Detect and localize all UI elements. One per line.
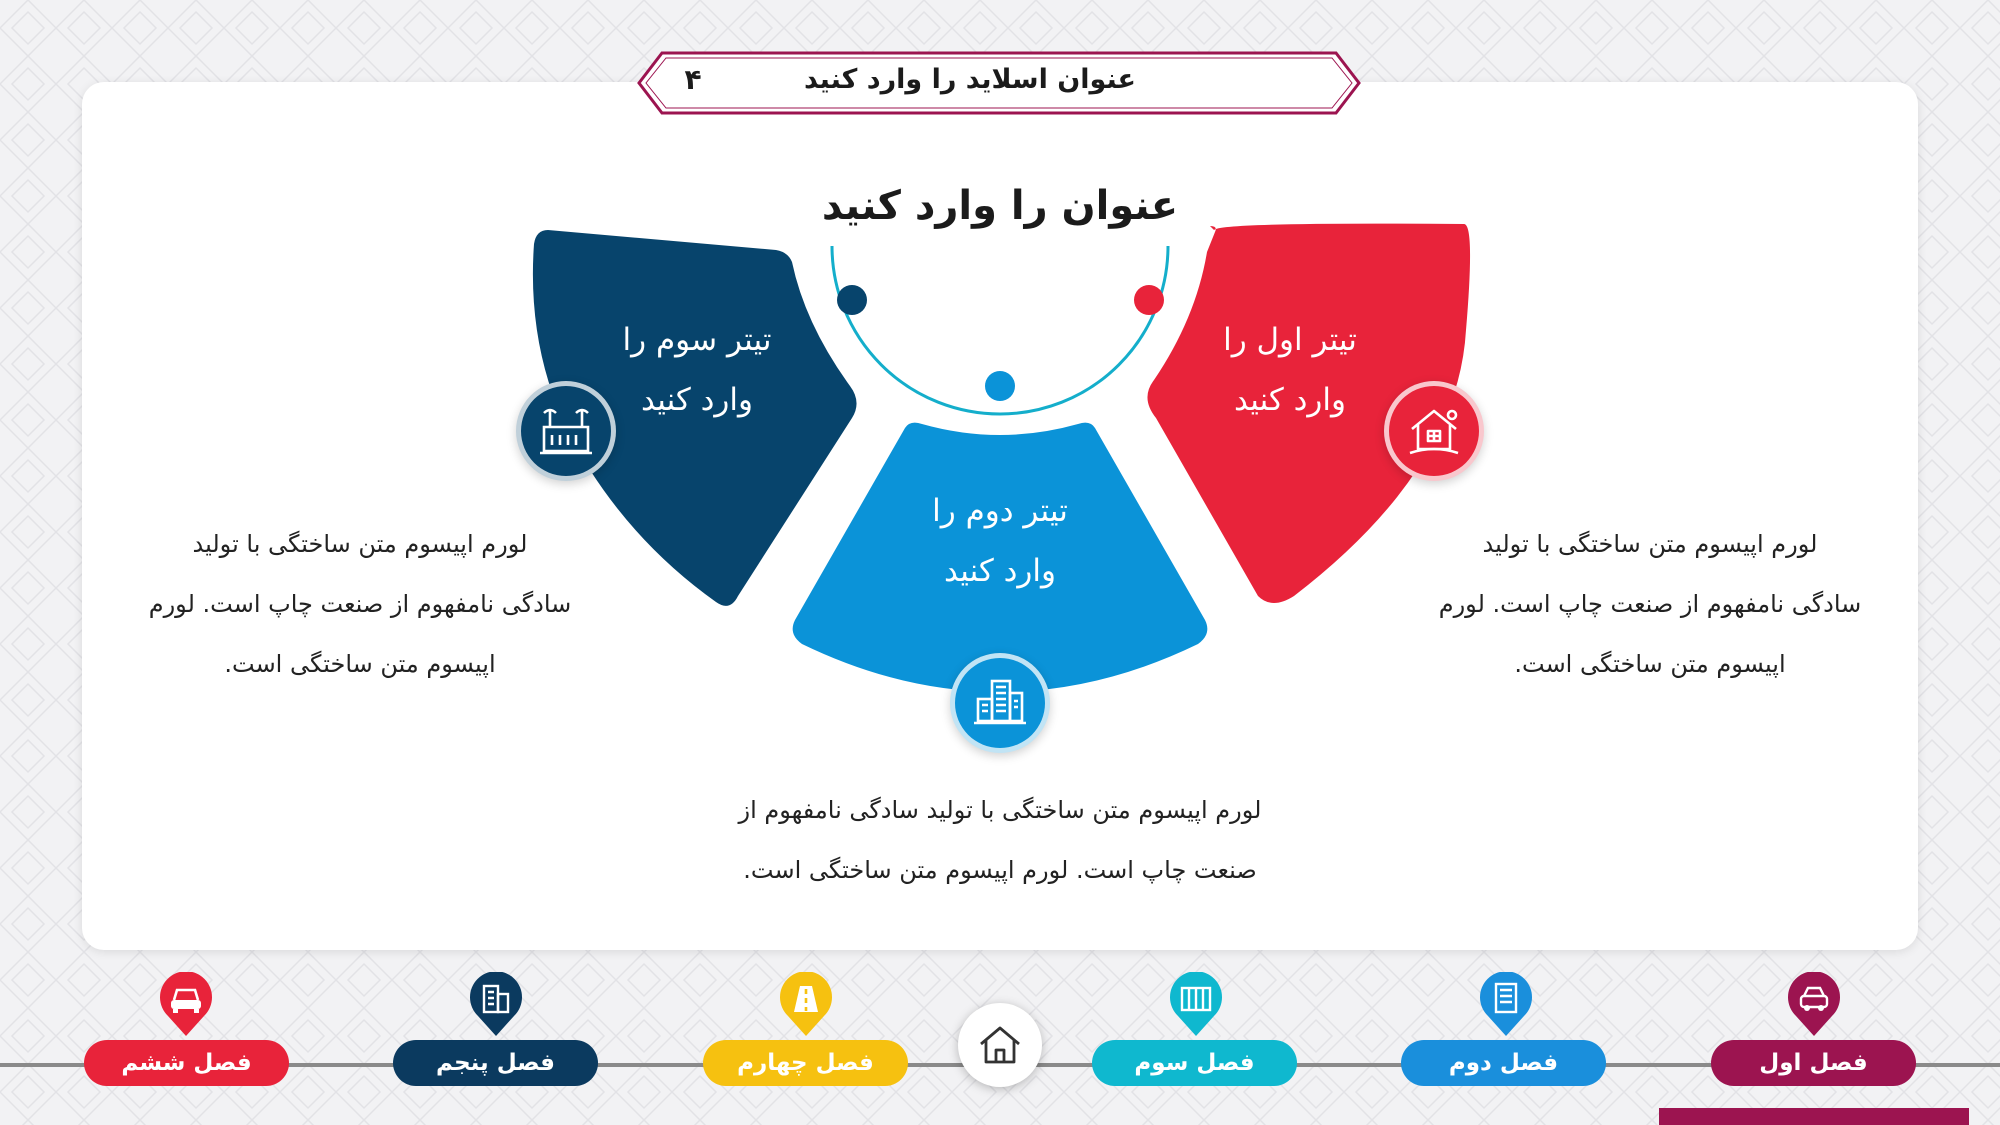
petal-first-title-line1: تیتر اول را xyxy=(1223,322,1357,358)
home-button[interactable] xyxy=(958,1003,1042,1087)
nav-item-chapter-6[interactable]: فصل ششم xyxy=(84,1040,289,1086)
nav-item-chapter-4[interactable]: فصل چهارم xyxy=(703,1040,908,1086)
description-first-line2: سادگی نامفهوم از صنعت چاپ است. لورم xyxy=(1438,590,1862,618)
house-icon xyxy=(1384,381,1484,481)
apartment-icon[interactable] xyxy=(1168,972,1224,1038)
active-chapter-indicator xyxy=(1659,1108,1969,1125)
slide-title: عنوان اسلاید را وارد کنید xyxy=(804,64,1136,95)
description-second xyxy=(650,780,1350,900)
description-second-line1: لورم اپیسوم متن ساختگی با تولید سادگی نامفهوم از xyxy=(738,796,1262,824)
nav-item-chapter-5[interactable]: فصل پنجم xyxy=(393,1040,598,1086)
petal-first-title-line2: وارد کنید xyxy=(1234,382,1346,418)
petal-second-title-line1: تیتر دوم را xyxy=(932,493,1068,529)
road-icon[interactable] xyxy=(778,972,834,1038)
diagram-title: عنوان را وارد کنید xyxy=(821,183,1179,229)
arc-dot-blue xyxy=(985,371,1015,401)
description-third xyxy=(90,514,630,694)
building-icon[interactable] xyxy=(1478,972,1534,1038)
office-icon[interactable] xyxy=(468,972,524,1038)
description-third-line1: لورم اپیسوم متن ساختگی با تولید xyxy=(192,530,528,558)
petal-second-title xyxy=(860,481,1140,601)
nav-item-chapter-3[interactable]: فصل سوم xyxy=(1092,1040,1297,1086)
factory-icon xyxy=(516,381,616,481)
petal-third-title-line2: وارد کنید xyxy=(641,382,753,418)
description-first-line3: اپیسوم متن ساختگی است. xyxy=(1514,650,1786,678)
description-third-line3: اپیسوم متن ساختگی است. xyxy=(224,650,496,678)
description-first xyxy=(1380,514,1920,694)
nav-item-chapter-1[interactable]: فصل اول xyxy=(1711,1040,1916,1086)
description-first-line1: لورم اپیسوم متن ساختگی با تولید xyxy=(1482,530,1818,558)
home-icon xyxy=(975,1020,1025,1070)
petal-third-title-line1: تیتر سوم را xyxy=(622,322,772,358)
car-front-icon[interactable] xyxy=(158,972,214,1038)
description-second-line2: صنعت چاپ است. لورم اپیسوم متن ساختگی است. xyxy=(743,856,1257,884)
buildings-icon xyxy=(950,653,1050,753)
description-third-line2: سادگی نامفهوم از صنعت چاپ است. لورم xyxy=(148,590,572,618)
nav-item-chapter-2[interactable]: فصل دوم xyxy=(1401,1040,1606,1086)
arc-dot-navy xyxy=(837,285,867,315)
petal-second-title-line2: وارد کنید xyxy=(944,553,1056,589)
slide-number: ۴ xyxy=(684,63,702,96)
car-icon[interactable] xyxy=(1786,972,1842,1038)
